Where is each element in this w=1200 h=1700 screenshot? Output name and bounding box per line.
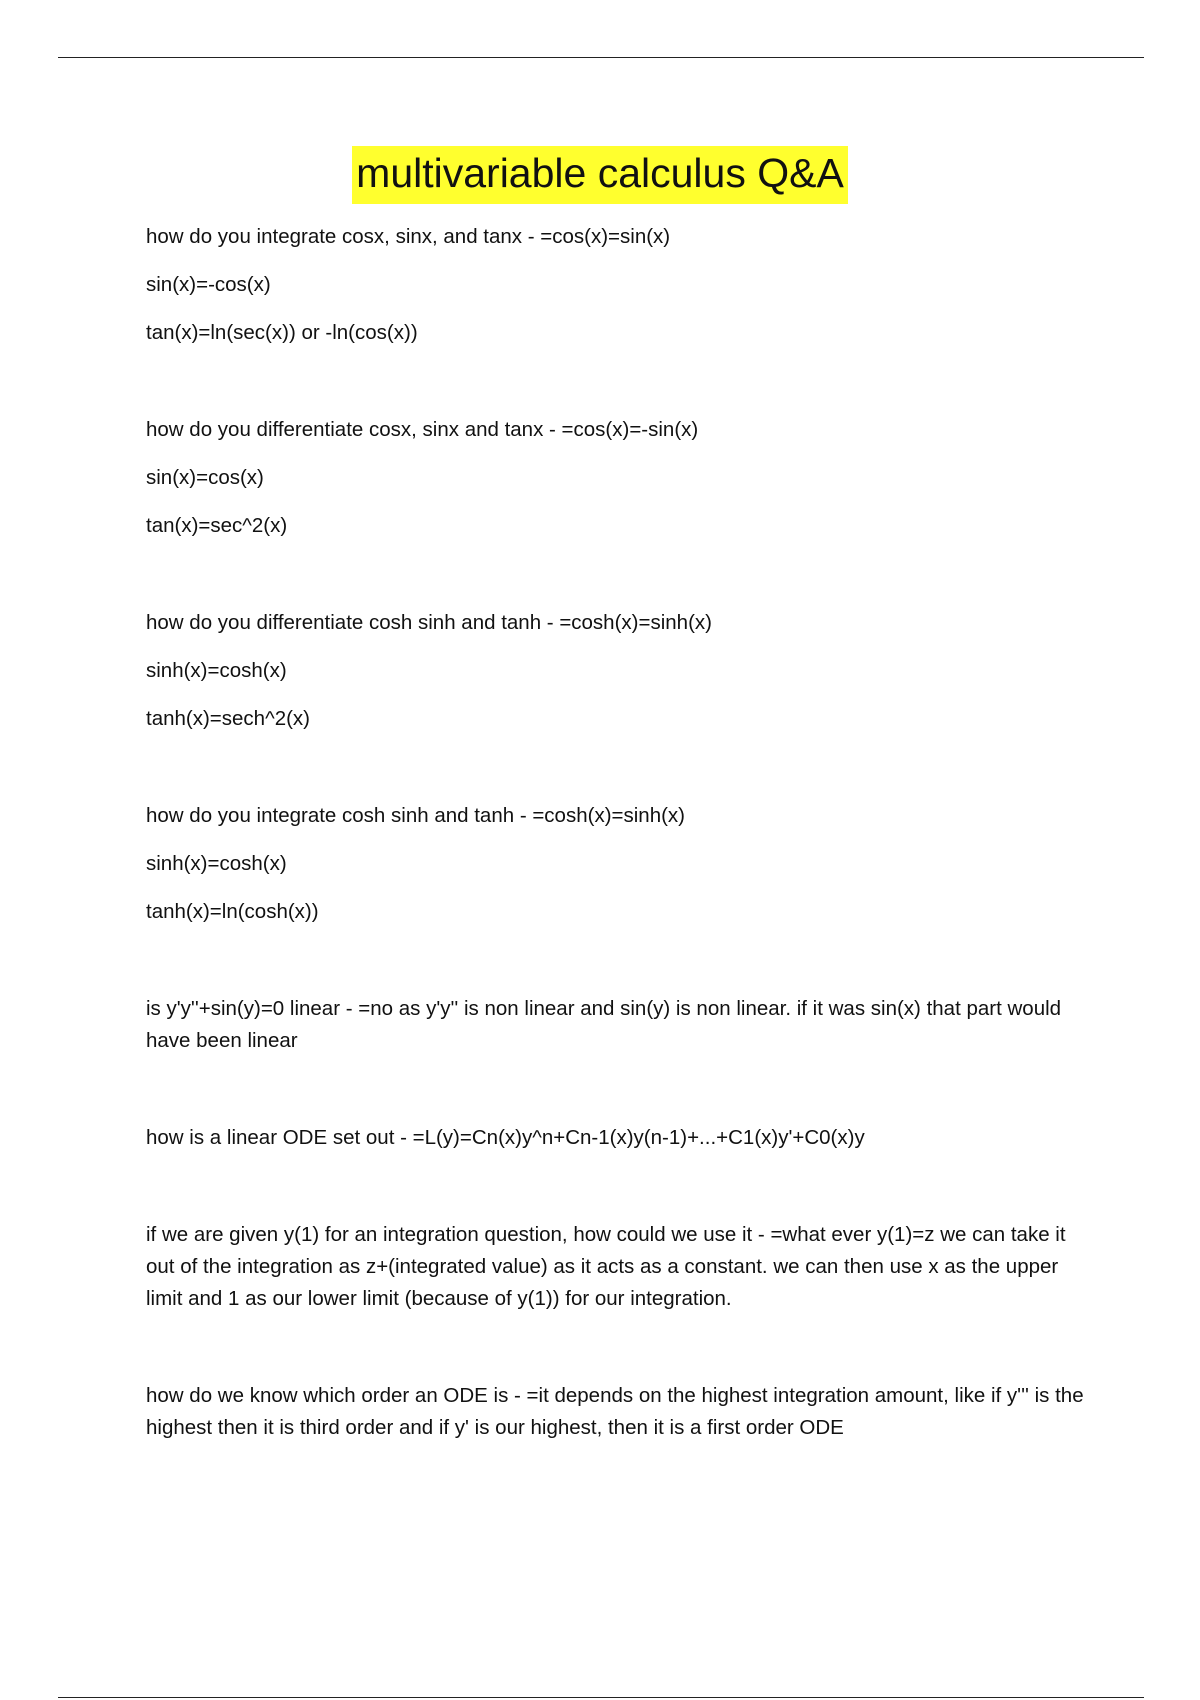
top-rule <box>58 57 1144 58</box>
qa-answer-line: tanh(x)=ln(cosh(x)) <box>146 900 319 923</box>
qa-question: how do you integrate cosx, sinx, and tanx - =cos(x)=sin(x) <box>146 225 671 248</box>
qa-item-3 <box>146 607 1086 735</box>
qa-answer-line: sin(x)=cos(x) <box>146 466 264 489</box>
qa-answer-line: sinh(x)=cosh(x) <box>146 659 287 682</box>
qa-answer-line: sinh(x)=cosh(x) <box>146 852 287 875</box>
qa-answer-line: tan(x)=ln(sec(x)) or -ln(cos(x)) <box>146 321 418 344</box>
qa-answer-line: tan(x)=sec^2(x) <box>146 514 288 537</box>
qa-list <box>146 221 1086 1509</box>
qa-question: how do you integrate cosh sinh and tanh - =cosh(x)=sinh(x) <box>146 804 685 827</box>
qa-text: is y'y''+sin(y)=0 linear - =no as y'y'' is non linear and sin(y) is non linear. if it was sin(x) that part would have been linear <box>146 997 1062 1052</box>
qa-answer-line: sin(x)=-cos(x) <box>146 273 271 296</box>
qa-question: how do you differentiate cosx, sinx and tanx - =cos(x)=-sin(x) <box>146 418 699 441</box>
qa-item-2 <box>146 414 1086 542</box>
qa-answer-line: tanh(x)=sech^2(x) <box>146 707 310 730</box>
qa-question: how do you differentiate cosh sinh and tanh - =cosh(x)=sinh(x) <box>146 611 712 634</box>
qa-item-8 <box>146 1380 1086 1444</box>
qa-item-4 <box>146 800 1086 928</box>
qa-item-6 <box>146 1122 1086 1154</box>
qa-item-1 <box>146 221 1086 349</box>
title-container <box>0 146 1200 204</box>
qa-item-5 <box>146 993 1086 1057</box>
qa-text: how is a linear ODE set out - =L(y)=Cn(x)y^n+Cn-1(x)y(n-1)+...+C1(x)y'+C0(x)y <box>146 1126 865 1149</box>
qa-item-7 <box>146 1219 1086 1315</box>
qa-text: how do we know which order an ODE is - =it depends on the highest integration amount, like if y''' is the highest then it is third order and if y' is our highest, then it is a first order ODE <box>146 1384 1084 1439</box>
qa-text: if we are given y(1) for an integration question, how could we use it - =what ever y(1)=z we can take it out of the integration as z+(integrated value) as it acts as a constant. we can then use x as the upper limit and 1 as our lower limit (because of y(1)) for our integration. <box>146 1223 1066 1310</box>
page-title: multivariable calculus Q&A <box>352 146 848 204</box>
bottom-rule <box>58 1697 1144 1698</box>
